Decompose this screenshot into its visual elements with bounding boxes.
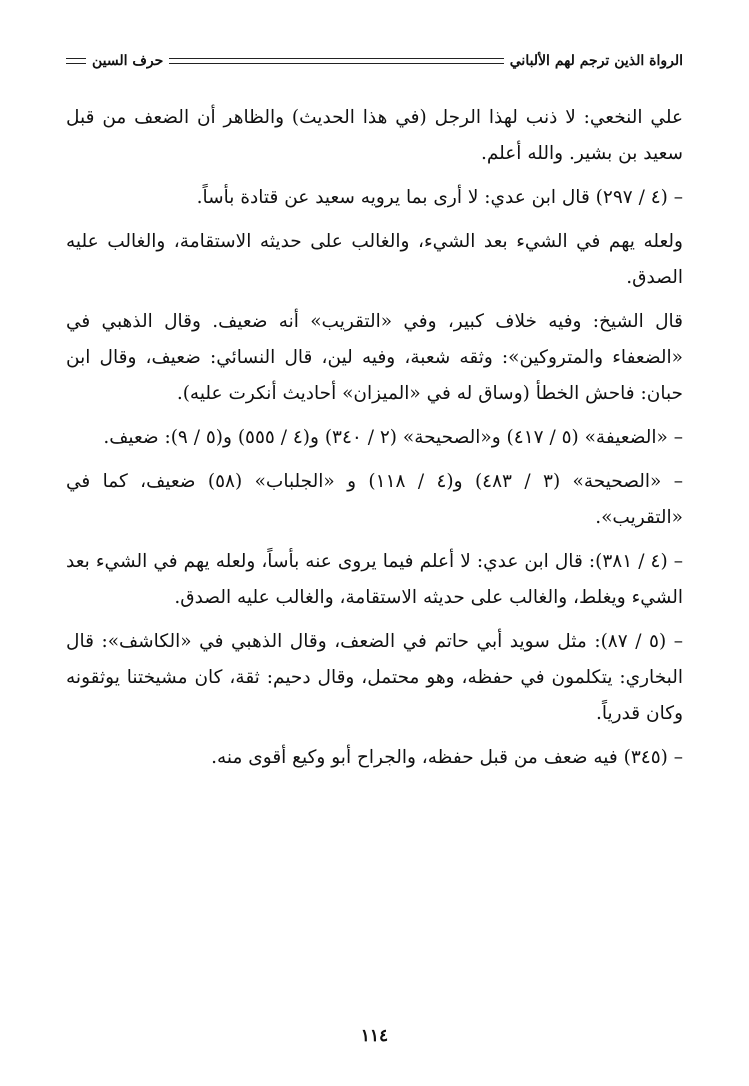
header-rule-short	[66, 58, 86, 64]
header-rule	[169, 58, 503, 64]
header-section: حرف السين	[92, 53, 164, 69]
paragraph: علي النخعي: لا ذنب لهذا الرجل (في هذا الحديث) والظاهر أن الضعف من قبل سعيد بن بشير. والله أعلم.	[66, 107, 683, 164]
paragraph: – (٤ / ٢٩٧) قال ابن عدي: لا أرى بما يرويه سعيد عن قتادة بأساً.	[196, 187, 683, 208]
running-header	[66, 50, 683, 72]
page-number: ١١٤	[360, 1026, 389, 1046]
paragraph: – (٤ / ٣٨١): قال ابن عدي: لا أعلم فيما يروى عنه بأساً، ولعله يهم في الشيء بعد الشيء ويغلط، والغالب على حديثه الاستقامة، والغالب عليه الصدق.	[66, 551, 684, 608]
paragraph: قال الشيخ: وفيه خلاف كبير، وفي «التقريب» أنه ضعيف. وقال الذهبي في «الضعفاء والمتروكين»: وثقه شعبة، وفيه لين، قال النسائي: ضعيف، وقال ابن حبان: فاحش الخطأ (وساق له في «الميزان» أحاديث أنكرت عليه).	[66, 311, 683, 404]
paragraph: – (٣٤٥) فيه ضعف من قبل حفظه، والجراح أبو وكيع أقوى منه.	[211, 747, 683, 768]
page-body	[66, 100, 683, 784]
paragraph: – «الصحيحة» (٣ / ٤٨٣) و(٤ / ١١٨) و «الجلباب» (٥٨) ضعيف، كما في «التقريب».	[66, 471, 684, 528]
header-book-title: الرواة الذين ترجم لهم الألباني	[509, 53, 683, 69]
paragraph: ولعله يهم في الشيء بعد الشيء، والغالب على حديثه الاستقامة، والغالب عليه الصدق.	[66, 231, 683, 288]
paragraph: – (٥ / ٨٧): مثل سويد أبي حاتم في الضعف، وقال الذهبي في «الكاشف»: قال البخاري: يتكلمون في حفظه، وهو محتمل، وقال دحيم: ثقة، كان مشيختنا يوثقونه وكان قدرياً.	[66, 631, 683, 724]
paragraph: – «الضعيفة» (٥ / ٤١٧) و«الصحيحة» (٢ / ٣٤٠) و(٤ / ٥٥٥) و(٥ / ٩): ضعيف.	[103, 427, 683, 448]
